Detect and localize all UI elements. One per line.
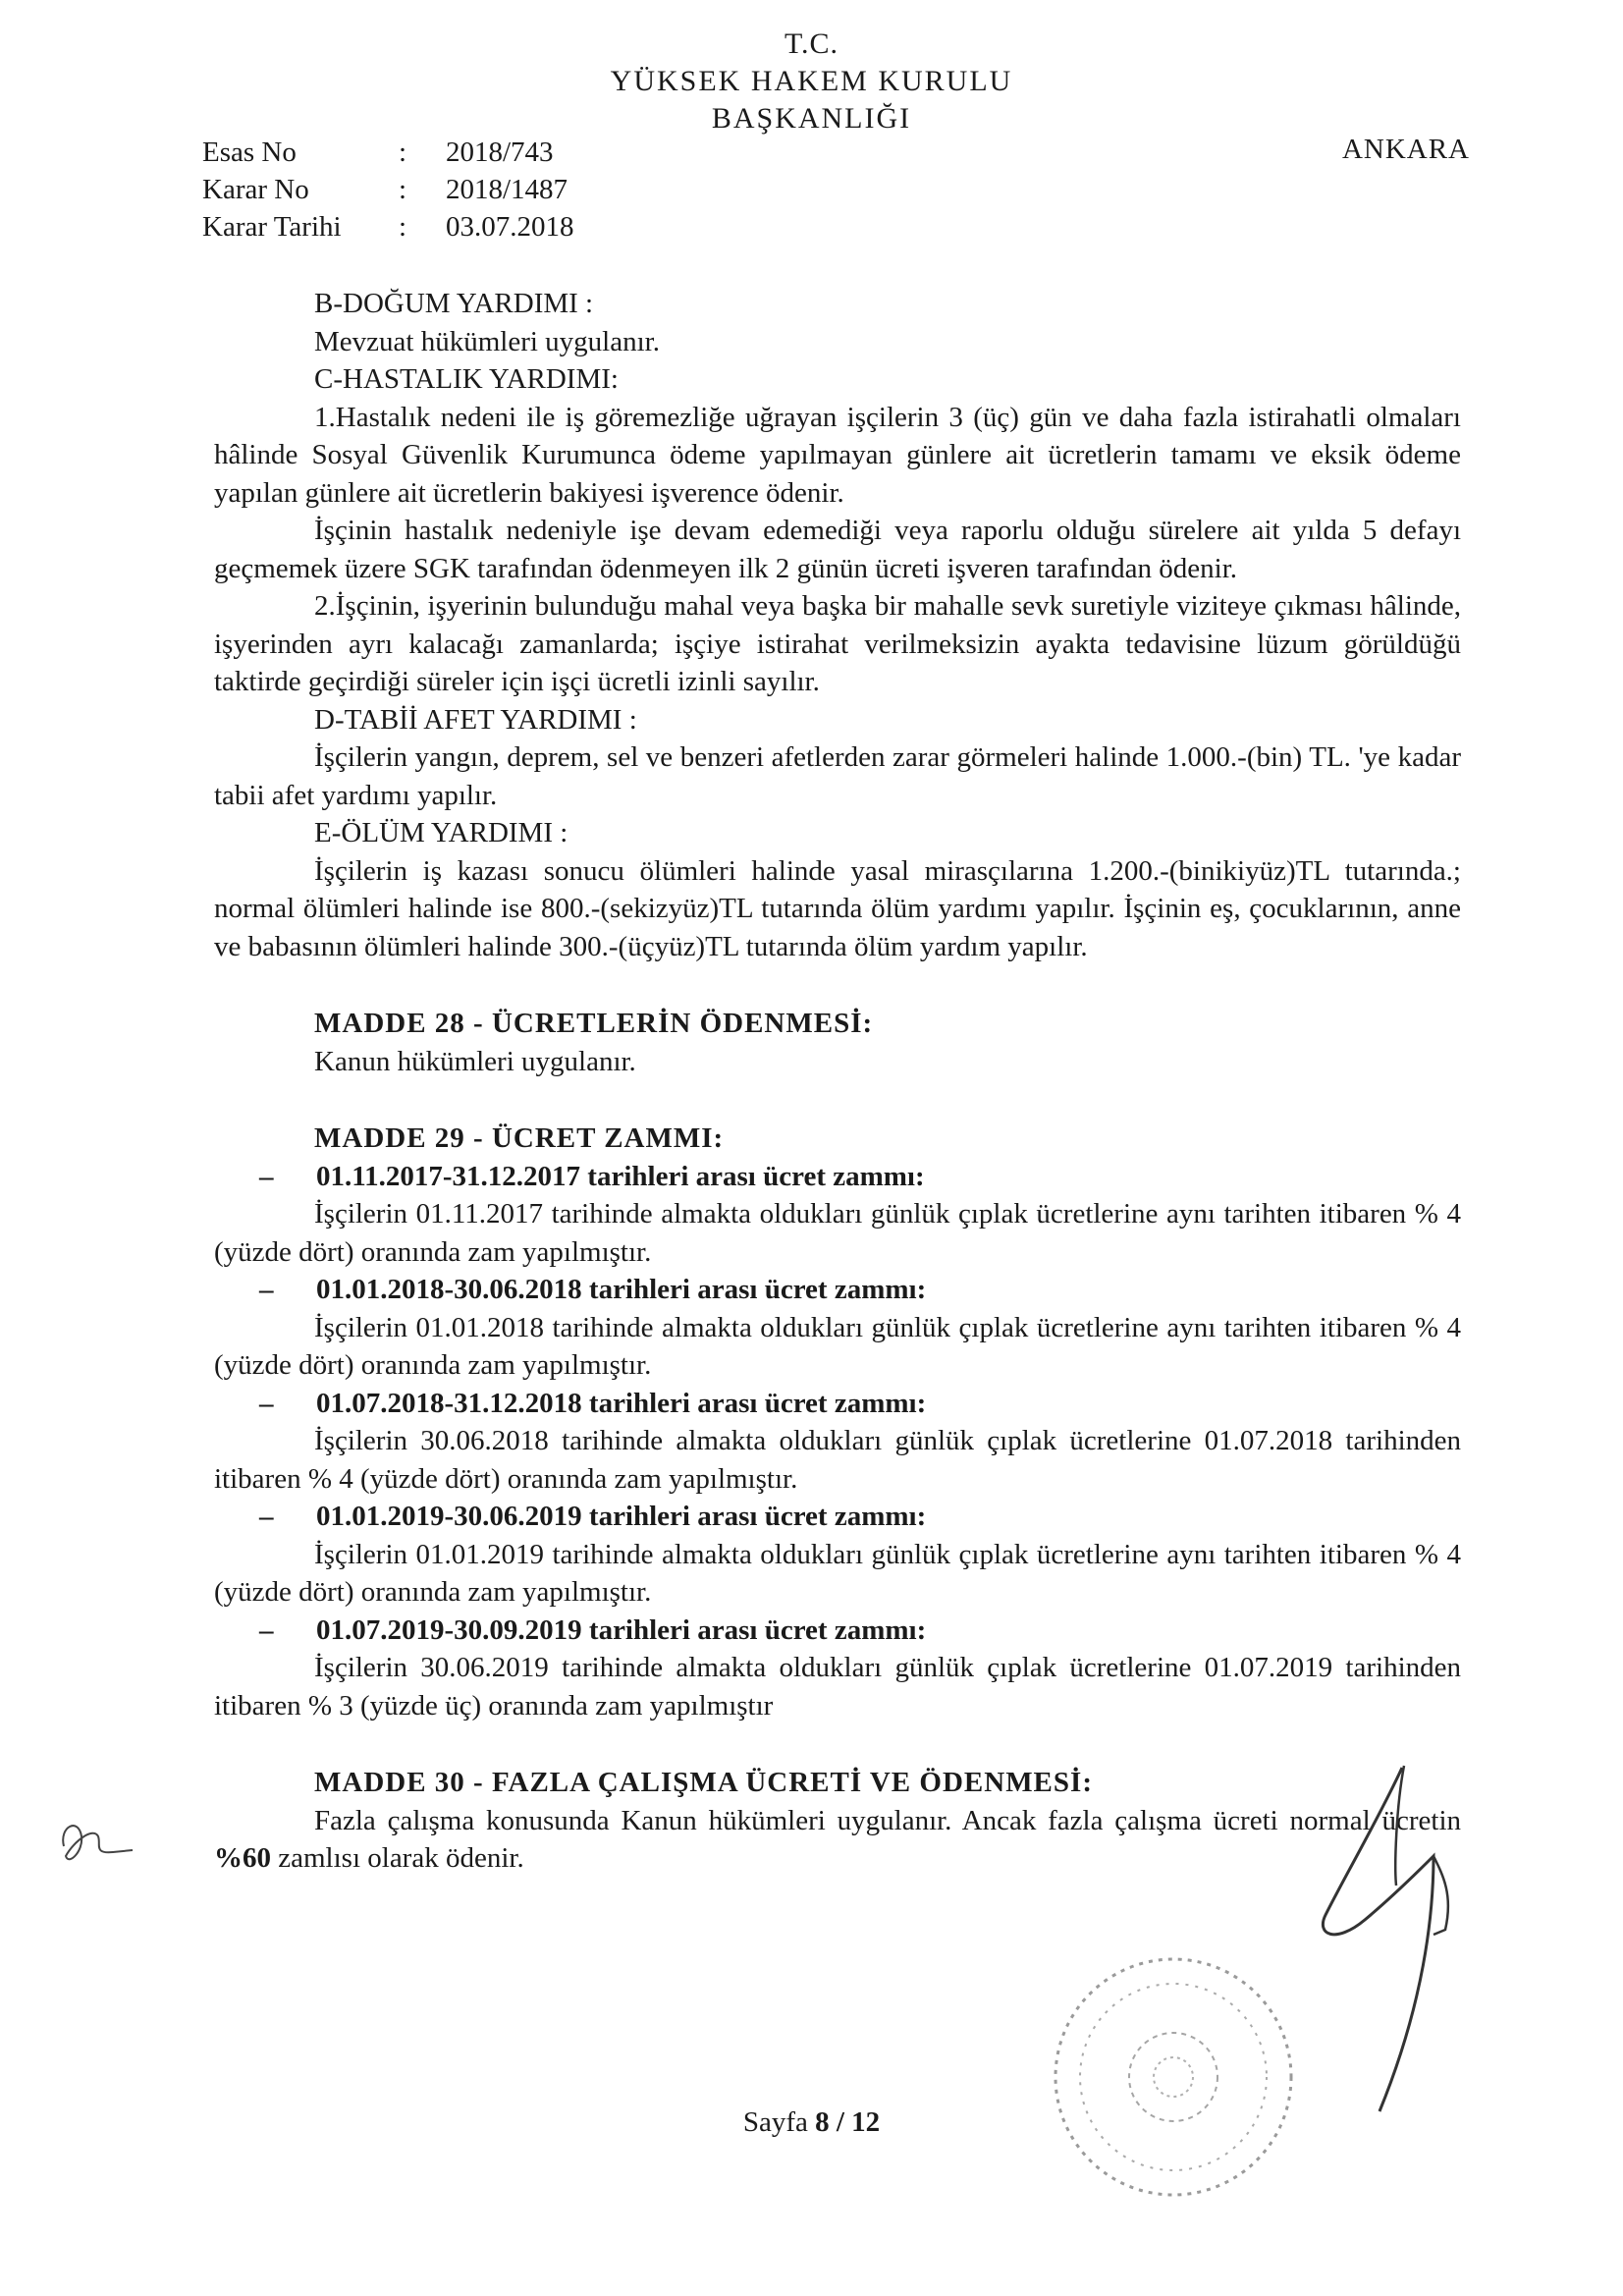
raise-period-label: 01.11.2017-31.12.2017 tarihleri arası ücret zammı: — [316, 1160, 925, 1192]
raise-period-title — [214, 1158, 1461, 1196]
dash-bullet: – — [259, 1613, 274, 1646]
section-title-e: E-ÖLÜM YARDIMI : — [314, 817, 568, 848]
signature-graphic — [1286, 1748, 1473, 2121]
raise-period-label: 01.07.2018-31.12.2018 tarihleri arası ücret zammı: — [316, 1387, 927, 1419]
meta-row-esas — [202, 134, 574, 171]
article-30-text-a: Fazla çalışma konusunda Kanun hükümleri uygulanır. Ancak fazla çalışma ücreti normal ücretin — [314, 1804, 1461, 1836]
raise-period-label: 01.07.2019-30.09.2019 tarihleri arası ücret zammı: — [316, 1613, 927, 1646]
section-title-d: D-TABİİ AFET YARDIMI : — [314, 703, 637, 736]
article-30-rate: %60 — [214, 1842, 271, 1874]
city-label: ANKARA — [1341, 134, 1470, 165]
initials-graphic — [54, 1807, 142, 1876]
spacer — [214, 965, 1461, 1005]
article-30-text — [214, 1802, 1461, 1878]
raise-period-title — [214, 1498, 1461, 1536]
meta-row-karar — [202, 171, 574, 208]
spacer — [214, 1080, 1461, 1120]
section-text-b: Mevzuat hükümleri uygulanır. — [314, 325, 660, 357]
raise-period-text: İşçilerin 01.11.2017 tarihinde almakta oldukları günlük çıplak ücretlerine aynı tarihten itibaren % 4 (yüzde dört) oranında zam yapılmıştır. — [214, 1198, 1461, 1268]
section-text-e: İşçilerin iş kazası sonucu ölümleri halinde yasal mirasçılarına 1.200.-(binikiyüz)TL tutarında.; normal ölümleri halinde ise 800.-(sekizyüz)TL tutarında ölüm yardımı yapılır. İşçinin eş, çocuklarının, anne ve babasının ölümleri halinde 300.-(üçyüz)TL tutarında ölüm yardım yapılır. — [214, 854, 1461, 962]
meta-value: 2018/743 — [446, 137, 554, 168]
page-number: 8 / 12 — [815, 2106, 881, 2138]
header-presidency: BAŞKANLIĞI — [711, 102, 912, 135]
article-28-text: Kanun hükümleri uygulanır. — [314, 1045, 636, 1077]
section-text-c3: 2.İşçinin, işyerinin bulunduğu mahal veya başka bir mahalle sevk suretiyle viziteye çıkması hâlinde, işyerinden ayrı kalacağı zamanlarda; işçiye istirahat verilmeksizin ayakta tedavisine lüzum görüldüğü taktirde geçirdiği süreler için işçi ücretli izinli sayılır. — [214, 590, 1461, 697]
page-label: Sayfa — [742, 2106, 808, 2138]
dash-bullet: – — [259, 1387, 274, 1419]
section-text-c2: İşçinin hastalık nedeniyle işe devam edemediği veya raporlu olduğu sürelere ait yılda 5 defayı geçmemek üzere SGK tarafından ödenmeyen ilk 2 günün ücreti işveren tarafından ödenir. — [214, 515, 1461, 584]
stamp-graphic — [1041, 1944, 1306, 2210]
header-tc: T.C. — [784, 27, 839, 60]
dash-bullet: – — [259, 1160, 274, 1192]
header-institution: YÜKSEK HAKEM KURULU — [610, 65, 1013, 97]
article-30-title: MADDE 30 - FAZLA ÇALIŞMA ÜCRETİ VE ÖDENMESİ: — [314, 1767, 1093, 1798]
case-meta — [202, 134, 574, 246]
meta-colon: : — [399, 137, 407, 168]
raise-period-text: İşçilerin 30.06.2018 tarihinde almakta oldukları günlük çıplak ücretlerine 01.07.2018 tarihinden itibaren % 4 (yüzde dört) oranında zam yapılmıştır. — [214, 1425, 1461, 1495]
raise-period-text: İşçilerin 01.01.2018 tarihinde almakta oldukları günlük çıplak ücretlerine aynı tarihten itibaren % 4 (yüzde dört) oranında zam yapılmıştır. — [214, 1311, 1461, 1381]
meta-colon: : — [399, 211, 407, 243]
meta-label: Karar No — [202, 174, 309, 205]
raise-period-label: 01.01.2018-30.06.2018 tarihleri arası ücret zammı: — [316, 1274, 927, 1305]
meta-row-tarih — [202, 208, 574, 246]
raise-period-title — [214, 1612, 1461, 1650]
meta-label: Karar Tarihi — [202, 211, 342, 243]
dash-bullet: – — [259, 1274, 274, 1305]
section-title-b: B-DOĞUM YARDIMI : — [314, 288, 594, 319]
article-30-text-c: zamlısı olarak ödenir. — [271, 1842, 524, 1874]
raise-period-label: 01.01.2019-30.06.2019 tarihleri arası ücret zammı: — [316, 1501, 927, 1532]
meta-value: 03.07.2018 — [446, 211, 574, 243]
raise-period-title — [214, 1271, 1461, 1309]
article-29-title: MADDE 29 - ÜCRET ZAMMI: — [314, 1122, 725, 1154]
raise-period-text: İşçilerin 30.06.2019 tarihinde almakta oldukları günlük çıplak ücretlerine 01.07.2019 tarihinden itibaren % 3 (yüzde üç) oranında zam yapılmıştır — [214, 1652, 1461, 1722]
meta-label: Esas No — [202, 137, 297, 168]
document-body — [214, 285, 1461, 1878]
section-title-c: C-HASTALIK YARDIMI: — [314, 363, 619, 395]
dash-bullet: – — [259, 1501, 274, 1532]
article-28-title: MADDE 28 - ÜCRETLERİN ÖDENMESİ: — [314, 1008, 874, 1039]
raise-period-text: İşçilerin 01.01.2019 tarihinde almakta oldukları günlük çıplak ücretlerine aynı tarihten itibaren % 4 (yüzde dört) oranında zam yapılmıştır. — [214, 1538, 1461, 1608]
section-text-c1: 1.Hastalık nedeni ile iş göremezliğe uğrayan işçilerin 3 (üç) gün ve daha fazla istirahatli olmaları hâlinde Sosyal Güvenlik Kurumunca ödeme yapılmayan günlere ait ücretlerin tamamı ve eksik ödeme yapılan günlere ait ücretlerin bakiyesi işverence ödenir. — [214, 401, 1461, 509]
spacer — [214, 1724, 1461, 1764]
raise-period-title — [214, 1385, 1461, 1423]
meta-colon: : — [399, 174, 407, 205]
section-text-d: İşçilerin yangın, deprem, sel ve benzeri afetlerden zarar görmeleri halinde 1.000.-(bin) TL. 'ye kadar tabii afet yardımı yapılır. — [214, 741, 1461, 811]
meta-value: 2018/1487 — [446, 174, 568, 205]
